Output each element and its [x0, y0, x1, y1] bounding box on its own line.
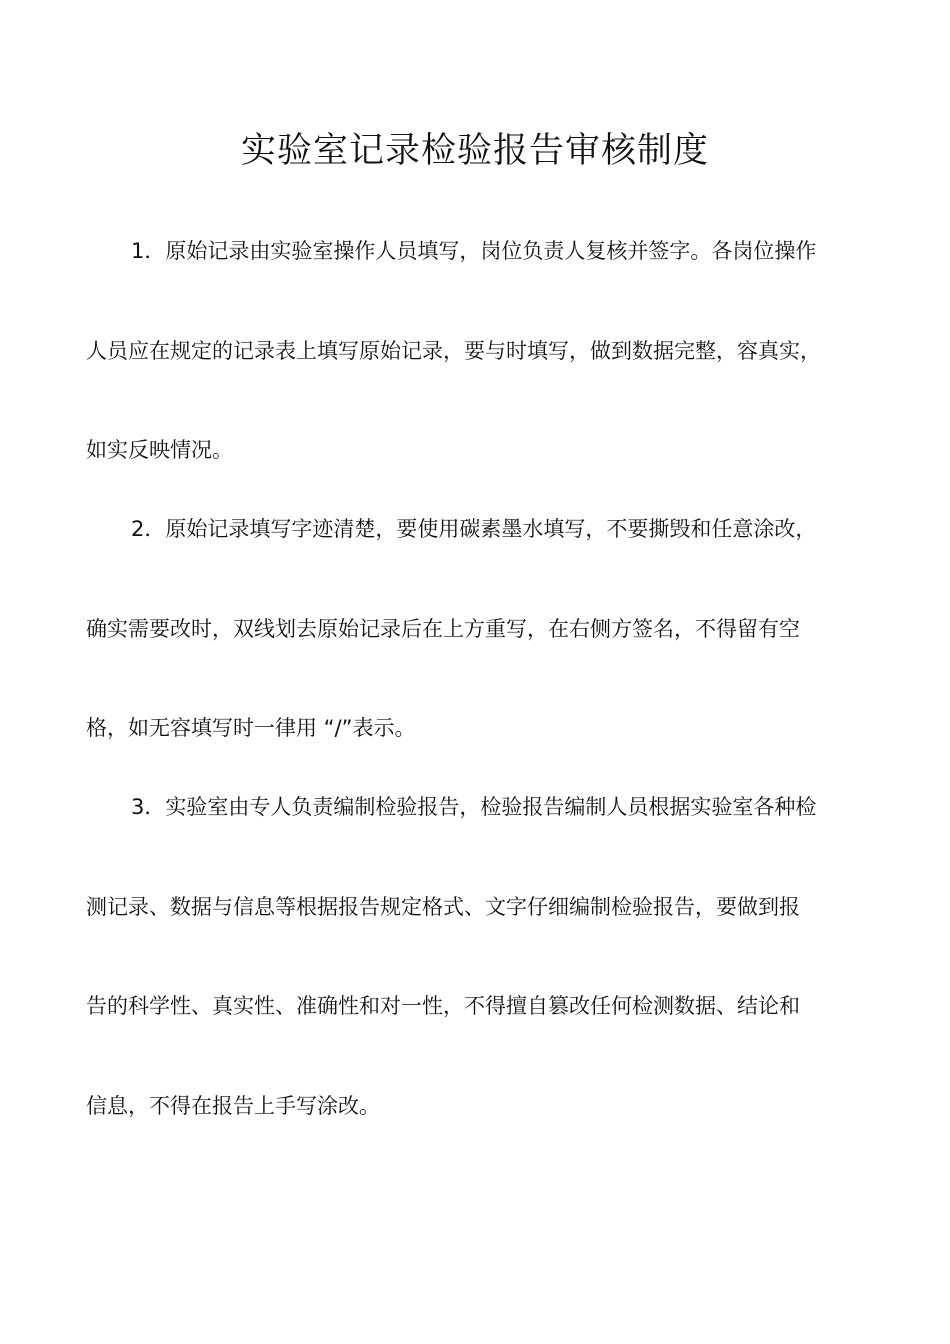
- paragraph-2-line-3: 格，如无容填写时一律用 “/”表示。: [86, 716, 416, 740]
- paragraph-1-line-3: 如实反映情况。: [86, 438, 233, 462]
- paragraph-1-line-2: 人员应在规定的记录表上填写原始记录，要与时填写，做到数据完整，容真实，: [86, 339, 821, 363]
- paragraph-3-line-2: 测记录、数据与信息等根据报告规定格式、文字仔细编制检验报告，要做到报: [86, 895, 800, 919]
- document-title: 实验室记录检验报告审核制度: [240, 131, 709, 171]
- paragraph-3-line-4: 信息，不得在报告上手写涂改。: [86, 1094, 380, 1118]
- paragraph-2-line-2: 确实需要改时，双线划去原始记录后在上方重写，在右侧方签名，不得留有空: [86, 617, 800, 641]
- paragraph-1-line-1: 1．原始记录由实验室操作人员填写，岗位负责人复核并签字。各岗位操作: [131, 239, 817, 263]
- paragraph-3-line-1: 3．实验室由专人负责编制检验报告，检验报告编制人员根据实验室各种检: [131, 795, 817, 819]
- paragraph-3-line-3: 告的科学性、真实性、准确性和对一性，不得擅自篡改任何检测数据、结论和: [86, 994, 800, 1018]
- paragraph-2-line-1: 2．原始记录填写字迹清楚，要使用碳素墨水填写，不要撕毁和任意涂改，: [131, 517, 817, 541]
